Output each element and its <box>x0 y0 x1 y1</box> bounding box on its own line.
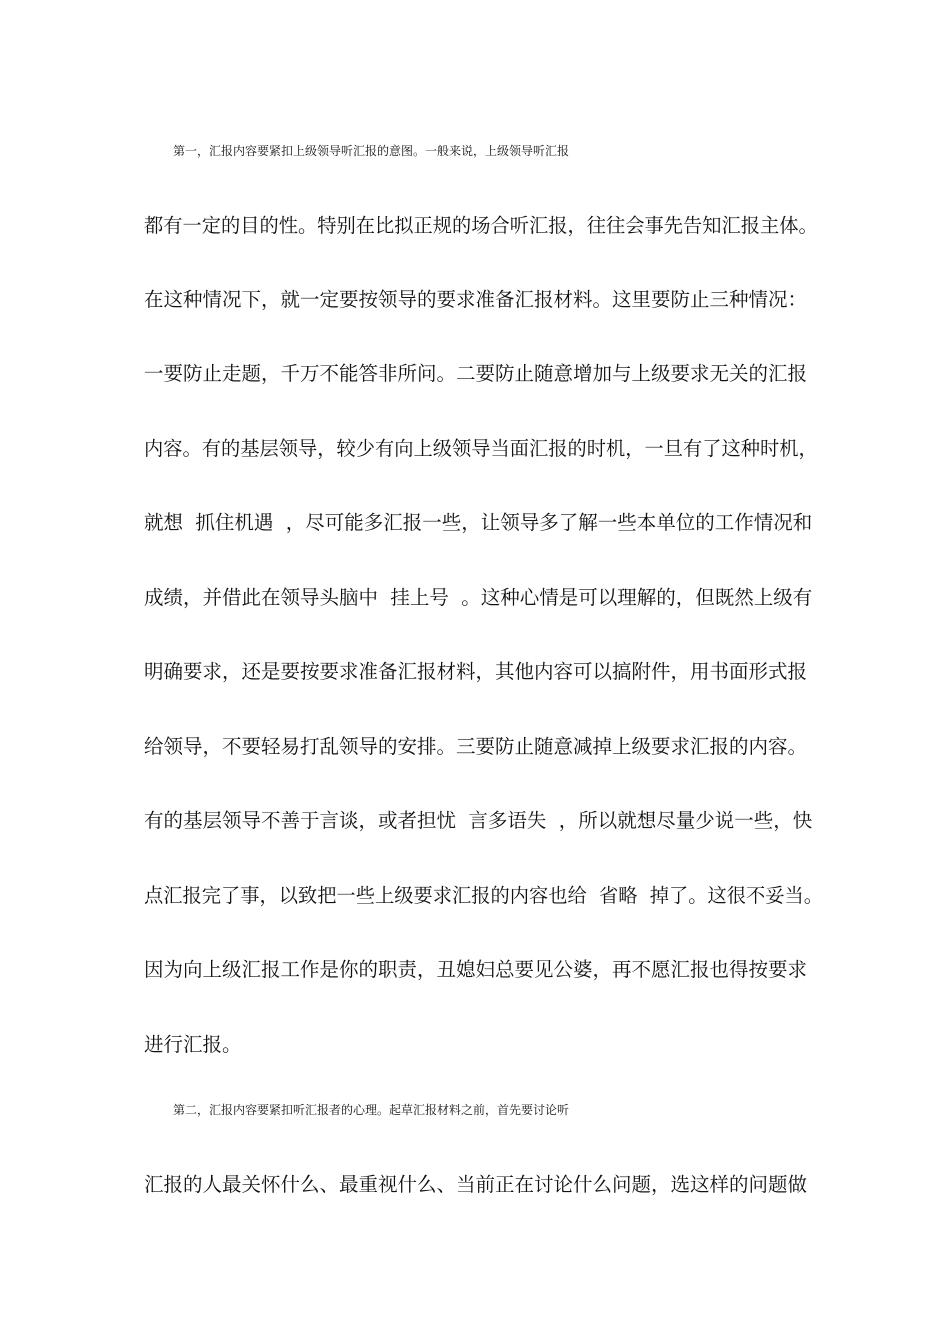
paragraph-2-line-1: 第二，汇报内容要紧扣听汇报者的心理。起草汇报材料之前，首先要讨论听 <box>173 1103 570 1117</box>
paragraph-1-line-7: 成绩，并借此在领导头脑中 挂上号 。这种心情是可以理解的，但既然上级有 <box>144 586 813 609</box>
paragraph-1-line-5: 内容。有的基层领导，较少有向上级领导当面汇报的时机，一旦有了这种时机， <box>144 437 818 460</box>
paragraph-1-line-2: 都有一定的目的性。特别在比拟正规的场合听汇报，往往会事先告知汇报主体。 <box>144 214 818 237</box>
paragraph-1-line-13: 进行汇报。 <box>144 1033 242 1056</box>
paragraph-1-line-9: 给领导，不要轻易打乱领导的安排。三要防止随意减掉上级要求汇报的内容。 <box>144 735 808 758</box>
paragraph-1-line-6: 就想 抓住机遇 ，尽可能多汇报一些，让领导多了解一些本单位的工作情况和 <box>144 511 813 534</box>
paragraph-1-line-1: 第一，汇报内容要紧扣上级领导听汇报的意图。一般来说，上级领导听汇报 <box>173 144 570 158</box>
paragraph-1-line-3: 在这种情况下，就一定要按领导的要求准备汇报材料。这里要防止三种情况： <box>144 288 808 311</box>
paragraph-1-line-10: 有的基层领导不善于言谈，或者担忧 言多语失 ，所以就想尽量少说一些，快 <box>144 809 813 832</box>
paragraph-1-line-8: 明确要求，还是要按要求准备汇报材料，其他内容可以搞附件，用书面形式报 <box>144 660 808 683</box>
paragraph-2-line-2: 汇报的人最关怀什么、最重视什么、当前正在讨论什么问题，选这样的问题做 <box>144 1173 808 1196</box>
paragraph-1-line-4: 一要防止走题，千万不能答非所问。二要防止随意增加与上级要求无关的汇报 <box>144 362 808 385</box>
paragraph-1-line-12: 因为向上级汇报工作是你的职责，丑媳妇总要见公婆，再不愿汇报也得按要求 <box>144 958 808 981</box>
paragraph-1-line-11: 点汇报完了事，以致把一些上级要求汇报的内容也给 省略 掉了。这很不妥当。 <box>144 884 823 907</box>
